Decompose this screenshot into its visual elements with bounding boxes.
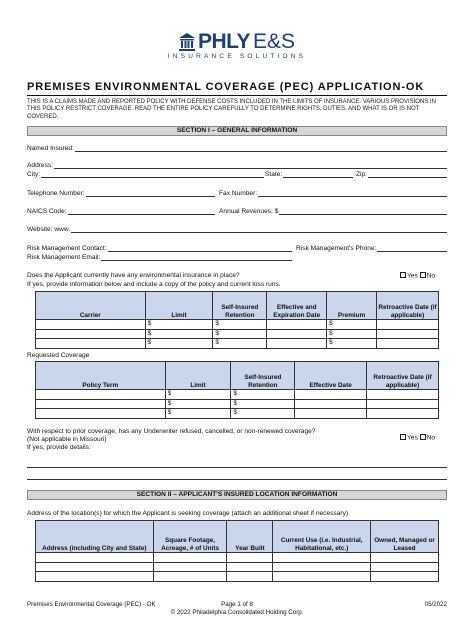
table-row bbox=[36, 320, 439, 330]
env-no-checkbox[interactable] bbox=[420, 272, 426, 278]
city-label: City: bbox=[27, 171, 41, 178]
prior-coverage-question: With respect to prior coverage, has any Underwriter refused, cancelled, or non-renewed coverage? bbox=[27, 428, 316, 435]
table-cell[interactable] bbox=[267, 320, 327, 330]
table-cell[interactable] bbox=[153, 553, 227, 563]
prior-details-lines[interactable] bbox=[27, 456, 447, 480]
policy-disclaimer: THIS IS A CLAIMS MADE AND REPORTED POLICY WITH DEFENSE COSTS INCLUDED IN THE LIMITS OF INSURANCE. VARIOUS PROVISIONS IN THIS POLICY RESTRICT COVERAGE. READ THE ENTIRE POLICY CAREFULLY TO DETERMINE RIGHTS, DUTIES, AND WHAT IS OR IS NOT COVERED. bbox=[27, 99, 436, 120]
env-insurance-question: Does the Applicant currently have any environmental insurance in place? bbox=[27, 272, 240, 279]
requested-coverage-label: Requested Coverage bbox=[27, 352, 90, 359]
table-cell[interactable] bbox=[36, 409, 166, 419]
env-no-label: No bbox=[426, 272, 436, 280]
table-cell[interactable] bbox=[367, 409, 439, 419]
table-cell[interactable] bbox=[371, 553, 439, 563]
carrier-header: Carrier bbox=[36, 292, 146, 320]
table-cell[interactable] bbox=[153, 562, 227, 572]
square-footage-header: Square Footage, Acreage, # of Units bbox=[153, 521, 227, 553]
table-cell[interactable] bbox=[153, 572, 227, 582]
retro-date-header: Retroactive Date (if applicable) bbox=[377, 292, 439, 320]
req-limit-header: Limit bbox=[165, 362, 231, 390]
telephone-field[interactable] bbox=[27, 190, 215, 197]
env-insurance-choice bbox=[400, 272, 435, 281]
table-cell[interactable]: $ bbox=[165, 390, 231, 400]
table-cell[interactable] bbox=[371, 572, 439, 582]
table-row bbox=[36, 553, 439, 563]
address-label: Address: bbox=[27, 162, 54, 169]
limit-header: Limit bbox=[145, 292, 213, 320]
address-field[interactable] bbox=[27, 162, 447, 169]
req-sir-header: Self-Insured Retention bbox=[231, 362, 295, 390]
year-built-header: Year Built bbox=[227, 521, 273, 553]
naics-field[interactable] bbox=[27, 208, 215, 215]
table-cell[interactable]: $ bbox=[145, 339, 213, 349]
section-2-header: SECTION II – APPLICANT'S INSURED LOCATION INFORMATION bbox=[27, 490, 447, 500]
env-yes-checkbox[interactable] bbox=[400, 272, 406, 278]
table-cell[interactable]: $ bbox=[231, 399, 295, 409]
website-label: Website: www. bbox=[27, 226, 71, 233]
prior-coverage-choice bbox=[400, 434, 435, 443]
table-cell[interactable] bbox=[371, 562, 439, 572]
table-cell[interactable] bbox=[377, 329, 439, 339]
title-divider bbox=[27, 95, 447, 96]
form-title: PREMISES ENVIRONMENTAL COVERAGE (PEC) APPLICATION-OK bbox=[27, 81, 425, 93]
table-row bbox=[36, 572, 439, 582]
table-cell[interactable] bbox=[377, 339, 439, 349]
prior-yes-label: Yes bbox=[407, 434, 418, 442]
policy-term-header: Policy Term bbox=[36, 362, 166, 390]
table-cell[interactable] bbox=[295, 409, 367, 419]
table-cell[interactable]: $ bbox=[213, 329, 267, 339]
section-1-header: SECTION I – GENERAL INFORMATION bbox=[27, 126, 447, 136]
table-cell[interactable]: $ bbox=[213, 320, 267, 330]
named-insured-field[interactable] bbox=[27, 145, 447, 152]
table-cell[interactable] bbox=[227, 572, 273, 582]
table-cell[interactable] bbox=[227, 553, 273, 563]
location-table bbox=[35, 520, 439, 582]
table-cell[interactable] bbox=[377, 320, 439, 330]
named-insured-label: Named Insured: bbox=[27, 145, 74, 152]
annual-revenues-label: Annual Revenues: $ bbox=[219, 208, 279, 215]
table-row bbox=[36, 339, 439, 349]
table-cell[interactable] bbox=[36, 329, 146, 339]
premium-header: Premium bbox=[327, 292, 377, 320]
table-row bbox=[36, 329, 439, 339]
table-cell[interactable] bbox=[36, 320, 146, 330]
table-cell[interactable]: $ bbox=[327, 329, 377, 339]
table-row bbox=[36, 562, 439, 572]
page-number: Page 1 of 8 bbox=[221, 601, 253, 608]
table-cell[interactable]: $ bbox=[231, 390, 295, 400]
table-cell[interactable]: $ bbox=[145, 329, 213, 339]
fax-label: Fax Number: bbox=[219, 190, 258, 197]
building-logo-icon bbox=[179, 33, 195, 51]
table-cell[interactable] bbox=[36, 399, 166, 409]
location-intro: Address of the location(s) for which the Applicant is seeking coverage (attach an additional sheet if necessary) bbox=[27, 510, 349, 517]
table-cell[interactable]: $ bbox=[145, 320, 213, 330]
table-cell[interactable] bbox=[367, 390, 439, 400]
table-cell[interactable] bbox=[36, 339, 146, 349]
requested-coverage-table bbox=[35, 361, 439, 419]
table-cell[interactable]: $ bbox=[327, 339, 377, 349]
footer-center bbox=[0, 601, 474, 617]
risk-phone-label: Risk Management's Phone: bbox=[296, 245, 377, 252]
table-cell[interactable]: $ bbox=[165, 409, 231, 419]
table-cell[interactable] bbox=[36, 572, 154, 582]
company-logo bbox=[0, 30, 474, 60]
annual-revenues-field[interactable] bbox=[219, 208, 447, 215]
req-retro-date-header: Retroactive Date (if applicable) bbox=[367, 362, 439, 390]
table-cell[interactable] bbox=[295, 390, 367, 400]
logo-brand: PHLY bbox=[197, 30, 251, 53]
table-cell[interactable] bbox=[36, 390, 166, 400]
env-yes-label: Yes bbox=[407, 272, 418, 280]
table-cell[interactable] bbox=[273, 572, 371, 582]
table-row bbox=[36, 399, 439, 409]
table-row bbox=[36, 390, 439, 400]
table-cell[interactable] bbox=[273, 553, 371, 563]
table-cell[interactable] bbox=[273, 562, 371, 572]
table-cell[interactable]: $ bbox=[213, 339, 267, 349]
state-field[interactable] bbox=[265, 171, 353, 178]
copyright: © 2022 Philadelphia Consolidated Holding Corp. bbox=[170, 609, 304, 616]
risk-phone-field[interactable] bbox=[296, 245, 447, 252]
table-cell[interactable] bbox=[367, 399, 439, 409]
footer-date: 05/2022 bbox=[424, 601, 447, 608]
risk-contact-label: Risk Management Contact: bbox=[27, 245, 107, 252]
table-cell[interactable] bbox=[36, 562, 154, 572]
risk-contact-field[interactable] bbox=[27, 245, 292, 252]
telephone-label: Telephone Number: bbox=[27, 190, 85, 197]
location-address-header: Address (including City and State) bbox=[36, 521, 154, 553]
table-cell[interactable] bbox=[36, 553, 154, 563]
effective-expiration-header: Effective and Expiration Date bbox=[267, 292, 327, 320]
table-cell[interactable] bbox=[267, 339, 327, 349]
fax-field[interactable] bbox=[219, 190, 447, 197]
table-cell[interactable]: $ bbox=[327, 320, 377, 330]
table-row bbox=[36, 409, 439, 419]
table-cell[interactable] bbox=[227, 562, 273, 572]
zip-field[interactable] bbox=[356, 171, 447, 178]
risk-email-field[interactable] bbox=[27, 254, 292, 261]
footer-form-name: Premises Environmental Coverage (PEC) - OK bbox=[27, 601, 156, 608]
zip-label: Zip: bbox=[356, 171, 367, 178]
env-insurance-followup: If yes, provide information below and include a copy of the policy and current loss runs. bbox=[27, 281, 281, 288]
table-cell[interactable]: $ bbox=[231, 409, 295, 419]
table-cell[interactable]: $ bbox=[165, 399, 231, 409]
missouri-note: (Not applicable in Missouri) bbox=[27, 436, 107, 443]
ownership-header: Owned, Managed or Leased bbox=[371, 521, 439, 553]
table-cell[interactable] bbox=[267, 329, 327, 339]
logo-tagline: INSURANCE SOLUTIONS bbox=[167, 53, 307, 60]
logo-suffix: E&S bbox=[253, 30, 296, 53]
table-cell[interactable] bbox=[295, 399, 367, 409]
current-coverage-table bbox=[35, 291, 439, 349]
risk-email-label: Risk Management Email: bbox=[27, 254, 101, 261]
website-field[interactable] bbox=[27, 226, 447, 233]
prior-no-label: No bbox=[426, 434, 436, 442]
effective-date-header: Effective Date bbox=[295, 362, 367, 390]
state-label: State: bbox=[265, 171, 283, 178]
naics-label: NAICS Code: bbox=[27, 208, 67, 215]
sir-header: Self-Insured Retention bbox=[213, 292, 267, 320]
prior-yes-checkbox[interactable] bbox=[400, 434, 406, 440]
prior-details-label: If yes, provide details: bbox=[27, 444, 91, 451]
prior-no-checkbox[interactable] bbox=[420, 434, 426, 440]
city-field[interactable] bbox=[27, 171, 264, 178]
current-use-header: Current Use (i.e. Industrial, Habitational, etc.) bbox=[273, 521, 371, 553]
